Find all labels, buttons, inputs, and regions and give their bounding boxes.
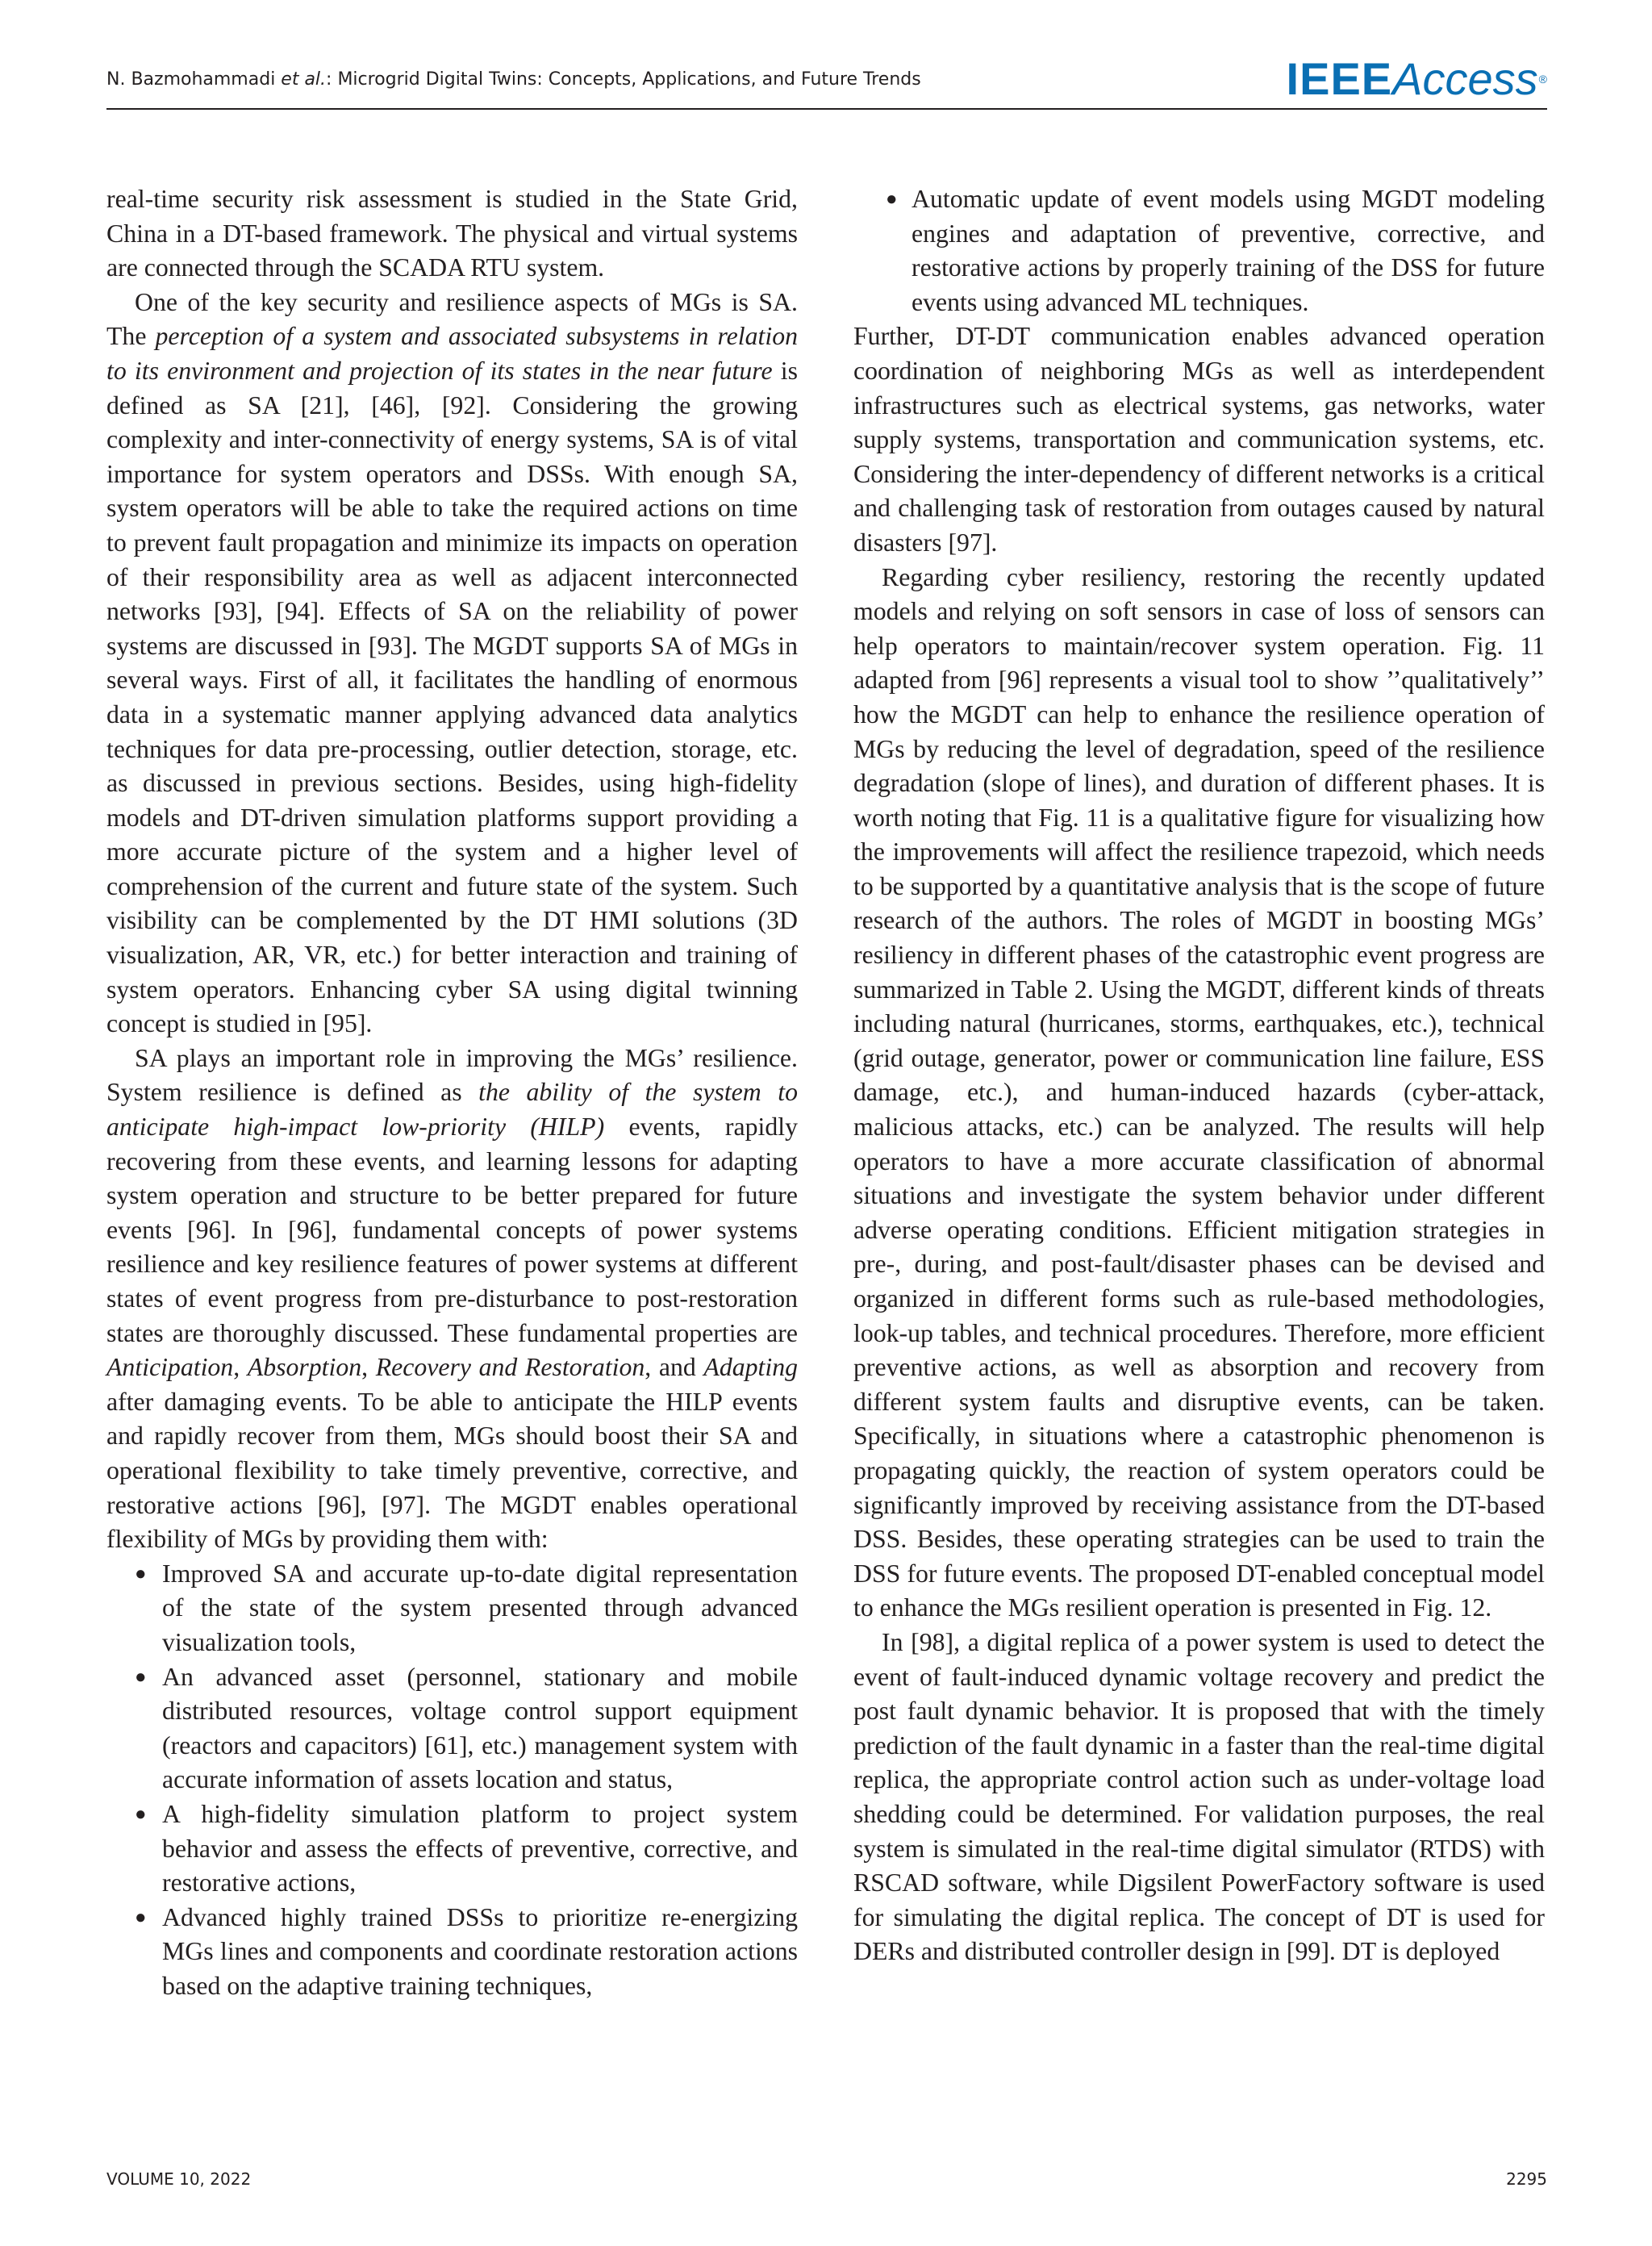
running-head-etal: et al. — [281, 69, 327, 90]
footer-page-number: 2295 — [1506, 2169, 1547, 2189]
logo-access-text: Access — [1392, 53, 1538, 104]
running-head-authors: N. Bazmohammadi — [106, 69, 282, 90]
paragraph-digital-replica: In [98], a digital replica of a power system is used to detect the event of fault-induced dynamic voltage recovery and predict the post fault dynamic behavior. It is proposed that with the timely prediction of the fault dynamic in a faster than the real-time digital replica, the appropriate control action such as under-voltage load shedding could be determined. For validation purposes, the real system is simulated in the real-time digital simulator (RTDS) with RSCAD software, while Digsilent PowerFactory software is used for simulating the digital replica. The concept of DT is used for DERs and distributed controller design in [99]. DT is deployed — [853, 1627, 1545, 1966]
footer-volume: VOLUME 10, 2022 — [106, 2169, 252, 2189]
bullet-dot: ● — [135, 1906, 147, 1928]
paragraph-situational-awareness — [106, 286, 798, 1042]
logo-registered-mark: ® — [1538, 73, 1547, 86]
italic-definition: perception of a system and associated subsystems in relation to its environment and projection of its states in the near future — [106, 322, 798, 385]
bullet-dot: ● — [135, 1803, 147, 1825]
text-span: events, rapidly recovering from these events, and learning lessons for adapting system operation and structure to be better prepared for future events [96]. In [96], fundamental concepts of power systems resilience and key resilience features of power systems at different states of event progress from pre-disturbance to post-restoration states are thoroughly discussed. These fundamental properties are — [106, 1113, 798, 1347]
list-item — [106, 1797, 798, 1901]
text-span: , — [233, 1353, 248, 1382]
text-span: One of the key security and resilience aspects of MGs is SA. The — [106, 287, 798, 351]
continued-bullet-list — [853, 182, 1545, 319]
list-item — [853, 182, 1545, 319]
list-item — [106, 1660, 798, 1797]
paragraph-security-risk: real-time security risk assessment is studied in the State Grid, China in a DT-based framework. The physical and virtual systems are connected through the SCADA RTU system. — [106, 185, 798, 282]
list-item-text: Improved SA and accurate up-to-date digital representation of the state of the system presented through advanced visualization tools, — [162, 1559, 798, 1656]
list-item — [106, 1901, 798, 2004]
list-item-text: An advanced asset (personnel, stationary and mobile distributed resources, voltage control support equipment (reactors and capacitors) [61], etc.) management system with accurate information of assets location and status, — [162, 1662, 798, 1794]
paragraph-cyber-resiliency: Regarding cyber resiliency, restoring the recently updated models and relying on soft sensors in case of loss of sensors can help operators to maintain/recover system operation. Fig. 11 adapted from [96] represents a visual tool to show ’’qualitatively’’ how the MGDT can help to enhance the resilience operation of MGs by reducing the level of degradation, speed of the resilience degradation (slope of lines), and duration of different phases. It is worth noting that Fig. 11 is a qualitative figure for visualizing how the improvements will affect the resilience trapezoid, which needs to be supported by a quantitative analysis that is the scope of future research of the authors. The roles of MGDT in boosting MGs’ resiliency in different phases of the catastrophic event progress are summarized in Table 2. Using the MGDT, different kinds of threats including natural (hurricanes, storms, earthquakes, etc.), technical (grid outage, generator, power or communication line failure, ESS damage, etc.), and human-induced hazards (cyber-attack, malicious attacks, etc.) can be analyzed. The results will help operators to have a more accurate classification of abnormal situations and investigate the system behavior under different adverse operating conditions. Efficient mitigation strategies in pre-, during, and post-fault/disaster phases can be devised and organized in different forms such as rule-based methodologies, look-up tables, and technical procedures. Therefore, more efficient preventive actions, as well as absorption and recovery from different system faults and disruptive events, can be taken. Specifically, in situations where a catastrophic phenomenon is propagating quickly, the reaction of system operators could be significantly improved by receiving assistance from the DT-based DSS. Besides, these operating strategies can be used to train the DSS for future events. The proposed DT-enabled conceptual model to enhance the MGs resilient operation is presented in Fig. 12. — [853, 562, 1545, 1622]
text-span: , — [361, 1353, 376, 1382]
list-item-text: Automatic update of event models using MGDT modeling engines and adaptation of preventive, corrective, and restorative actions by properly training of the DSS for future events using advanced ML techniques. — [912, 185, 1545, 316]
header-rule — [106, 108, 1547, 110]
text-span: , and — [645, 1353, 704, 1382]
paragraph-resilience — [106, 1042, 798, 1557]
italic-term: Adapting — [703, 1353, 798, 1382]
flexibility-bullet-list — [106, 1557, 798, 2004]
ieee-access-logo — [1286, 53, 1547, 104]
left-column — [106, 182, 798, 2003]
bullet-dot: ● — [135, 1563, 147, 1584]
list-item — [106, 1557, 798, 1660]
italic-definition: the ability of the system to anticipate high-impact low-priority (HILP) — [106, 1078, 798, 1142]
page-header — [106, 53, 1547, 106]
right-column — [853, 182, 1545, 1969]
paragraph-dt-communication: Further, DT-DT communication enables advanced operation coordination of neighboring MGs as well as interdependent infrastructures such as electrical systems, gas networks, water supply systems, transportation and communication systems, etc. Considering the inter-dependency of different networks is a critical and challenging task of restoration from outages caused by natural disasters [97]. — [853, 322, 1545, 557]
italic-term: Recovery and Restoration — [375, 1353, 645, 1382]
italic-term: Absorption — [247, 1353, 362, 1382]
list-item-text: Advanced highly trained DSSs to prioritize re-energizing MGs lines and components and coordinate restoration actions based on the adaptive training techniques, — [162, 1902, 798, 2000]
list-item-text: A high-fidelity simulation platform to project system behavior and assess the effects of preventive, corrective, and restorative actions, — [162, 1799, 798, 1897]
text-span: after damaging events. To be able to anticipate the HILP events and rapidly recover from them, MGs should boost their SA and operational flexibility to take timely preventive, corrective, and restorative actions [96], [97]. The MGDT enables operational flexibility of MGs by providing them with: — [106, 1387, 798, 1554]
running-head — [106, 69, 921, 90]
italic-term: Anticipation — [106, 1353, 234, 1382]
bullet-dot: ● — [886, 189, 898, 210]
logo-ieee-text: IEEE — [1286, 53, 1393, 104]
running-head-title: : Microgrid Digital Twins: Concepts, Applications, and Future Trends — [326, 69, 921, 90]
bullet-dot: ● — [135, 1666, 147, 1688]
text-span: is defined as SA [21], [46], [92]. Considering the growing complexity and inter-connectivity of energy systems, SA is of vital importance for system operators and DSSs. With enough SA, system operators will be able to take the required actions on time to prevent fault propagation and minimize its impacts on operation of their responsibility area as well as adjacent interconnected networks [93], [94]. Effects of SA on the reliability of power systems are discussed in [93]. The MGDT supports SA of MGs in several ways. First of all, it facilitates the handling of enormous data in a systematic manner applying advanced data analytics techniques for data pre-processing, outlier detection, storage, etc. as discussed in previous sections. Besides, using high-fidelity models and DT-driven simulation platforms support providing a more accurate picture of the system and a higher level of comprehension of the current and future state of the system. Such visibility can be complemented by the DT HMI solutions (3D visualization, AR, VR, etc.) for better interaction and training of system operators. Enhancing cyber SA using digital twinning concept is studied in [95]. — [106, 356, 798, 1038]
text-span: SA plays an important role in improving the MGs’ resilience. System resilience is defined as — [106, 1043, 798, 1107]
